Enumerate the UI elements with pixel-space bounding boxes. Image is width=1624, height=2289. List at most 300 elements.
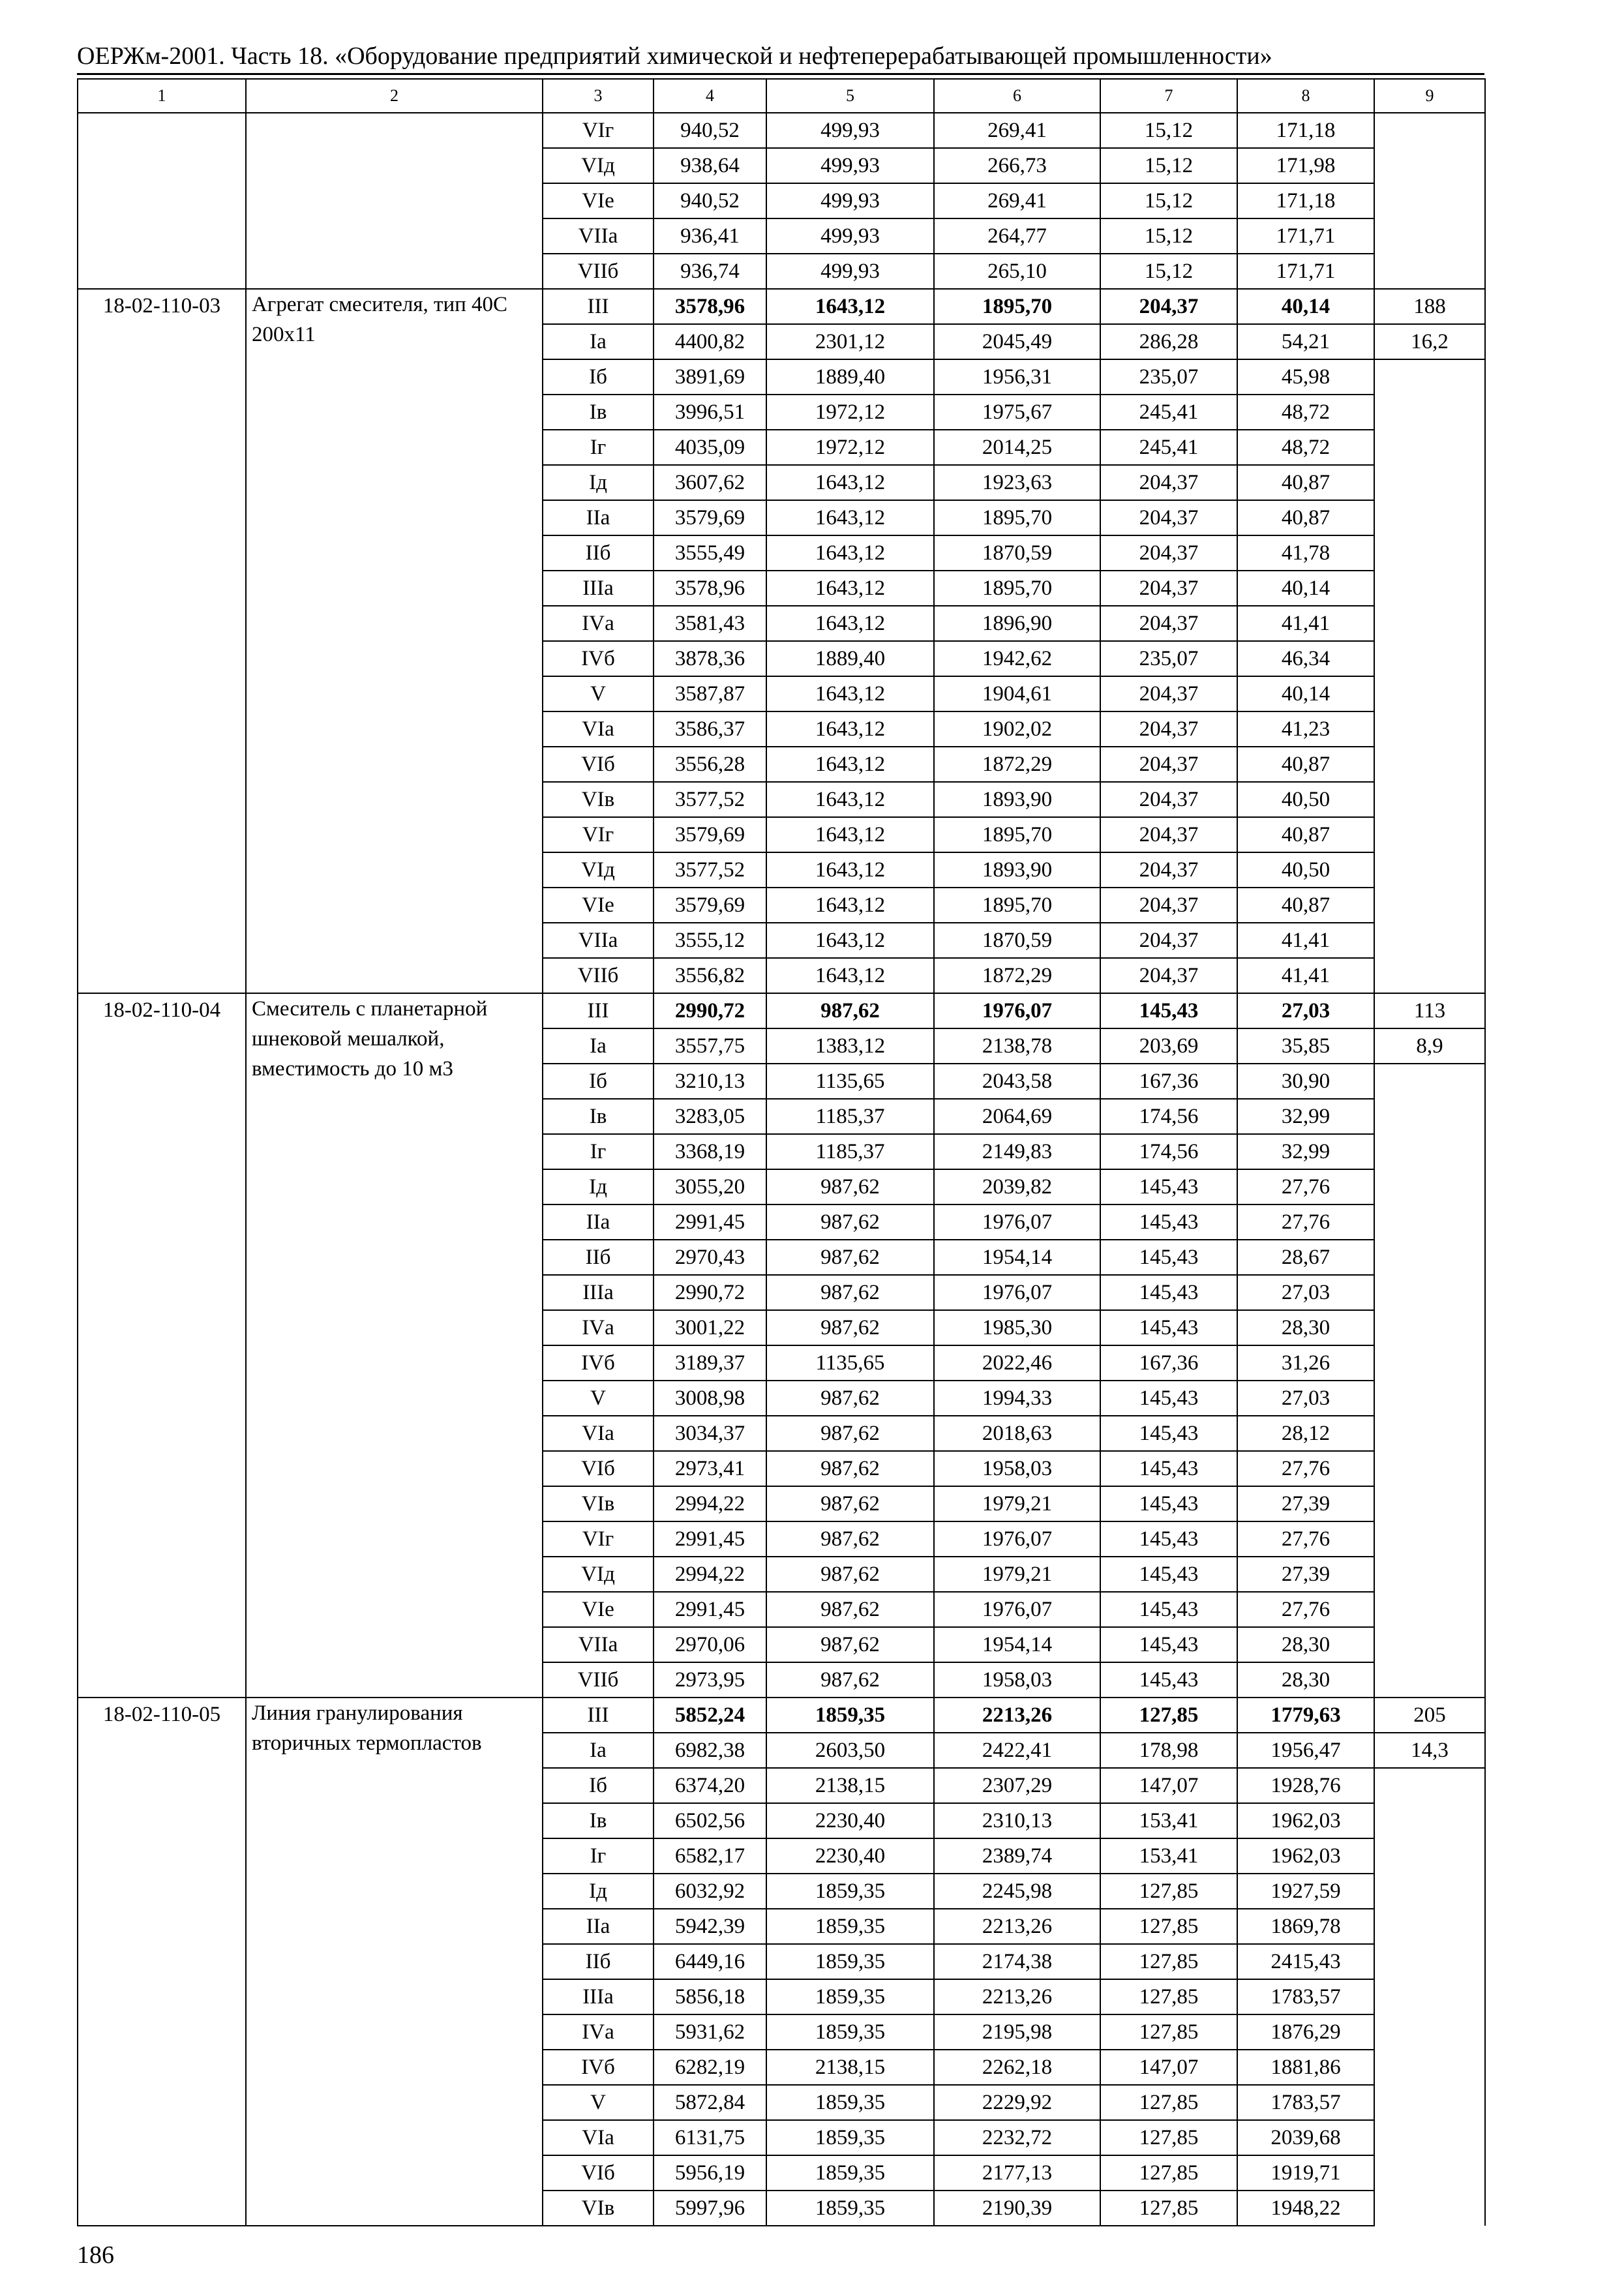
value-cell: 145,43 bbox=[1100, 1310, 1237, 1345]
value-cell: 2262,18 bbox=[934, 2050, 1100, 2085]
value-cell: 2213,26 bbox=[934, 1979, 1100, 2014]
column-number-2: 2 bbox=[246, 79, 543, 113]
value-cell: 1902,02 bbox=[934, 711, 1100, 747]
value-cell: 28,30 bbox=[1237, 1310, 1374, 1345]
value-cell: 145,43 bbox=[1100, 1521, 1237, 1557]
value-cell: 987,62 bbox=[766, 1451, 934, 1486]
value-cell: 1942,62 bbox=[934, 641, 1100, 676]
value-cell: 3189,37 bbox=[654, 1345, 766, 1381]
value-cell: 1779,63 bbox=[1237, 1698, 1374, 1733]
column-number-7: 7 bbox=[1100, 79, 1237, 113]
value-cell: 1958,03 bbox=[934, 1451, 1100, 1486]
value-cell: 41,78 bbox=[1237, 535, 1374, 571]
value-cell: 3878,36 bbox=[654, 641, 766, 676]
value-cell: 1972,12 bbox=[766, 395, 934, 430]
value-cell: 1893,90 bbox=[934, 782, 1100, 817]
value-cell: 2229,92 bbox=[934, 2085, 1100, 2120]
value-cell: 204,37 bbox=[1100, 958, 1237, 993]
value-cell: 1895,70 bbox=[934, 571, 1100, 606]
col9-cell-empty bbox=[1374, 113, 1485, 289]
value-cell: 30,90 bbox=[1237, 1064, 1374, 1099]
variant-cell: Iа bbox=[543, 1028, 654, 1064]
value-cell: 987,62 bbox=[766, 1627, 934, 1662]
value-cell: 40,87 bbox=[1237, 888, 1374, 923]
value-cell: 2389,74 bbox=[934, 1838, 1100, 1874]
value-cell: 3001,22 bbox=[654, 1310, 766, 1345]
value-cell: 1948,22 bbox=[1237, 2191, 1374, 2226]
value-cell: 3579,69 bbox=[654, 500, 766, 535]
value-cell: 6502,56 bbox=[654, 1803, 766, 1838]
value-cell: 127,85 bbox=[1100, 1874, 1237, 1909]
variant-cell: V bbox=[543, 676, 654, 711]
value-cell: 2230,40 bbox=[766, 1803, 934, 1838]
variant-cell: VIе bbox=[543, 183, 654, 218]
table-row bbox=[78, 289, 1485, 324]
value-cell: 2970,06 bbox=[654, 1627, 766, 1662]
value-cell: 127,85 bbox=[1100, 2155, 1237, 2191]
value-cell: 4400,82 bbox=[654, 324, 766, 359]
labor-cost-cell: 205 bbox=[1374, 1698, 1485, 1733]
value-cell: 32,99 bbox=[1237, 1134, 1374, 1169]
value-cell: 147,07 bbox=[1100, 1768, 1237, 1803]
value-cell: 40,50 bbox=[1237, 852, 1374, 888]
column-number-3: 3 bbox=[543, 79, 654, 113]
value-cell: 41,41 bbox=[1237, 606, 1374, 641]
value-cell: 1859,35 bbox=[766, 1909, 934, 1944]
value-cell: 203,69 bbox=[1100, 1028, 1237, 1064]
variant-cell: IIа bbox=[543, 1909, 654, 1944]
value-cell: 2422,41 bbox=[934, 1733, 1100, 1768]
value-cell: 2138,78 bbox=[934, 1028, 1100, 1064]
variant-cell: IIа bbox=[543, 500, 654, 535]
value-cell: 499,93 bbox=[766, 183, 934, 218]
column-number-5: 5 bbox=[766, 79, 934, 113]
value-cell: 987,62 bbox=[766, 1416, 934, 1451]
value-cell: 204,37 bbox=[1100, 817, 1237, 852]
value-cell: 1895,70 bbox=[934, 817, 1100, 852]
value-cell: 171,71 bbox=[1237, 218, 1374, 254]
value-cell: 1928,76 bbox=[1237, 1768, 1374, 1803]
variant-cell: IIIа bbox=[543, 1275, 654, 1310]
value-cell: 4035,09 bbox=[654, 430, 766, 465]
value-cell: 145,43 bbox=[1100, 1416, 1237, 1451]
value-cell: 987,62 bbox=[766, 1240, 934, 1275]
value-cell: 2990,72 bbox=[654, 1275, 766, 1310]
value-cell: 1872,29 bbox=[934, 958, 1100, 993]
value-cell: 940,52 bbox=[654, 113, 766, 148]
page-number: 186 bbox=[77, 2241, 114, 2269]
value-cell: 153,41 bbox=[1100, 1838, 1237, 1874]
name-cell-empty bbox=[246, 113, 543, 289]
value-cell: 46,34 bbox=[1237, 641, 1374, 676]
value-cell: 145,43 bbox=[1100, 1662, 1237, 1698]
value-cell: 3577,52 bbox=[654, 852, 766, 888]
value-cell: 54,21 bbox=[1237, 324, 1374, 359]
variant-cell: Iа bbox=[543, 1733, 654, 1768]
value-cell: 1954,14 bbox=[934, 1627, 1100, 1662]
value-cell: 5852,24 bbox=[654, 1698, 766, 1733]
value-cell: 204,37 bbox=[1100, 711, 1237, 747]
value-cell: 2138,15 bbox=[766, 2050, 934, 2085]
value-cell: 1889,40 bbox=[766, 641, 934, 676]
table-row bbox=[78, 1698, 1485, 1733]
variant-cell: VIв bbox=[543, 2191, 654, 2226]
variant-cell: VIе bbox=[543, 1592, 654, 1627]
column-number-8: 8 bbox=[1237, 79, 1374, 113]
value-cell: 938,64 bbox=[654, 148, 766, 183]
variant-cell: IVб bbox=[543, 2050, 654, 2085]
variant-cell: Iг bbox=[543, 430, 654, 465]
variant-cell: IVа bbox=[543, 2014, 654, 2050]
value-cell: 1976,07 bbox=[934, 1521, 1100, 1557]
variant-cell: VIIа bbox=[543, 1627, 654, 1662]
variant-cell: III bbox=[543, 993, 654, 1028]
variant-cell: Iв bbox=[543, 395, 654, 430]
value-cell: 2990,72 bbox=[654, 993, 766, 1028]
value-cell: 204,37 bbox=[1100, 676, 1237, 711]
value-cell: 2039,82 bbox=[934, 1169, 1100, 1204]
value-cell: 2177,13 bbox=[934, 2155, 1100, 2191]
rate-name-cell: Агрегат смесителя, тип 40С 200х11 bbox=[246, 289, 543, 993]
value-cell: 1643,12 bbox=[766, 535, 934, 571]
column-number-4: 4 bbox=[654, 79, 766, 113]
value-cell: 204,37 bbox=[1100, 923, 1237, 958]
value-cell: 2973,41 bbox=[654, 1451, 766, 1486]
rate-name-cell: Линия гранулирования вторичных термопластов bbox=[246, 1698, 543, 2226]
value-cell: 41,41 bbox=[1237, 958, 1374, 993]
table-row bbox=[78, 993, 1485, 1028]
value-cell: 1956,31 bbox=[934, 359, 1100, 395]
value-cell: 1643,12 bbox=[766, 852, 934, 888]
value-cell: 269,41 bbox=[934, 113, 1100, 148]
value-cell: 1643,12 bbox=[766, 711, 934, 747]
value-cell: 235,07 bbox=[1100, 641, 1237, 676]
value-cell: 28,12 bbox=[1237, 1416, 1374, 1451]
value-cell: 1870,59 bbox=[934, 535, 1100, 571]
value-cell: 3555,49 bbox=[654, 535, 766, 571]
value-cell: 235,07 bbox=[1100, 359, 1237, 395]
value-cell: 15,12 bbox=[1100, 254, 1237, 289]
column-number-row bbox=[78, 79, 1485, 113]
value-cell: 31,26 bbox=[1237, 1345, 1374, 1381]
value-cell: 174,56 bbox=[1100, 1099, 1237, 1134]
value-cell: 40,87 bbox=[1237, 817, 1374, 852]
value-cell: 1783,57 bbox=[1237, 2085, 1374, 2120]
variant-cell: IVа bbox=[543, 606, 654, 641]
value-cell: 3579,69 bbox=[654, 817, 766, 852]
value-cell: 27,03 bbox=[1237, 1275, 1374, 1310]
value-cell: 2310,13 bbox=[934, 1803, 1100, 1838]
variant-cell: Iб bbox=[543, 359, 654, 395]
value-cell: 41,41 bbox=[1237, 923, 1374, 958]
variant-cell: VIг bbox=[543, 1521, 654, 1557]
rate-code-cell: 18-02-110-03 bbox=[78, 289, 246, 993]
value-cell: 40,50 bbox=[1237, 782, 1374, 817]
value-cell: 1643,12 bbox=[766, 676, 934, 711]
value-cell: 2039,68 bbox=[1237, 2120, 1374, 2155]
value-cell: 2174,38 bbox=[934, 1944, 1100, 1979]
value-cell: 266,73 bbox=[934, 148, 1100, 183]
value-cell: 3055,20 bbox=[654, 1169, 766, 1204]
value-cell: 987,62 bbox=[766, 1169, 934, 1204]
value-cell: 3607,62 bbox=[654, 465, 766, 500]
value-cell: 1976,07 bbox=[934, 1275, 1100, 1310]
value-cell: 1881,86 bbox=[1237, 2050, 1374, 2085]
value-cell: 1870,59 bbox=[934, 923, 1100, 958]
value-cell: 15,12 bbox=[1100, 113, 1237, 148]
value-cell: 2991,45 bbox=[654, 1204, 766, 1240]
variant-cell: III bbox=[543, 289, 654, 324]
value-cell: 1643,12 bbox=[766, 500, 934, 535]
labor-cost-cell: 188 bbox=[1374, 289, 1485, 324]
value-cell: 3556,28 bbox=[654, 747, 766, 782]
variant-cell: VIIб bbox=[543, 958, 654, 993]
variant-cell: IVа bbox=[543, 1310, 654, 1345]
rates-table-container bbox=[77, 78, 1484, 2226]
value-cell: 27,76 bbox=[1237, 1521, 1374, 1557]
value-cell: 2245,98 bbox=[934, 1874, 1100, 1909]
value-cell: 3587,87 bbox=[654, 676, 766, 711]
variant-cell: VIб bbox=[543, 2155, 654, 2191]
value-cell: 1643,12 bbox=[766, 958, 934, 993]
value-cell: 265,10 bbox=[934, 254, 1100, 289]
value-cell: 32,99 bbox=[1237, 1099, 1374, 1134]
value-cell: 6982,38 bbox=[654, 1733, 766, 1768]
value-cell: 5856,18 bbox=[654, 1979, 766, 2014]
variant-cell: VIд bbox=[543, 852, 654, 888]
value-cell: 127,85 bbox=[1100, 1979, 1237, 2014]
value-cell: 2991,45 bbox=[654, 1521, 766, 1557]
variant-cell: VIа bbox=[543, 2120, 654, 2155]
variant-cell: Iг bbox=[543, 1134, 654, 1169]
variant-cell: VIв bbox=[543, 782, 654, 817]
value-cell: 6582,17 bbox=[654, 1838, 766, 1874]
value-cell: 3283,05 bbox=[654, 1099, 766, 1134]
value-cell: 1383,12 bbox=[766, 1028, 934, 1064]
value-cell: 28,67 bbox=[1237, 1240, 1374, 1275]
value-cell: 3579,69 bbox=[654, 888, 766, 923]
value-cell: 3891,69 bbox=[654, 359, 766, 395]
value-cell: 5997,96 bbox=[654, 2191, 766, 2226]
value-cell: 2415,43 bbox=[1237, 1944, 1374, 1979]
value-cell: 2195,98 bbox=[934, 2014, 1100, 2050]
value-cell: 2973,95 bbox=[654, 1662, 766, 1698]
variant-cell: IIб bbox=[543, 1944, 654, 1979]
variant-cell: VIIа bbox=[543, 218, 654, 254]
value-cell: 1895,70 bbox=[934, 289, 1100, 324]
value-cell: 987,62 bbox=[766, 1521, 934, 1557]
value-cell: 2014,25 bbox=[934, 430, 1100, 465]
value-cell: 171,18 bbox=[1237, 183, 1374, 218]
value-cell: 147,07 bbox=[1100, 2050, 1237, 2085]
value-cell: 1859,35 bbox=[766, 1874, 934, 1909]
variant-cell: VIIб bbox=[543, 254, 654, 289]
value-cell: 3555,12 bbox=[654, 923, 766, 958]
value-cell: 145,43 bbox=[1100, 1240, 1237, 1275]
value-cell: 145,43 bbox=[1100, 993, 1237, 1028]
value-cell: 2213,26 bbox=[934, 1698, 1100, 1733]
value-cell: 1643,12 bbox=[766, 289, 934, 324]
value-cell: 204,37 bbox=[1100, 465, 1237, 500]
value-cell: 2045,49 bbox=[934, 324, 1100, 359]
value-cell: 27,39 bbox=[1237, 1557, 1374, 1592]
value-cell: 1859,35 bbox=[766, 2014, 934, 2050]
variant-cell: Iг bbox=[543, 1838, 654, 1874]
value-cell: 1895,70 bbox=[934, 888, 1100, 923]
value-cell: 3557,75 bbox=[654, 1028, 766, 1064]
value-cell: 987,62 bbox=[766, 1557, 934, 1592]
value-cell: 2603,50 bbox=[766, 1733, 934, 1768]
variant-cell: IIа bbox=[543, 1204, 654, 1240]
value-cell: 1954,14 bbox=[934, 1240, 1100, 1275]
rates-table-body bbox=[78, 79, 1485, 2226]
rate-code-cell: 18-02-110-04 bbox=[78, 993, 246, 1698]
value-cell: 127,85 bbox=[1100, 2085, 1237, 2120]
value-cell: 1783,57 bbox=[1237, 1979, 1374, 2014]
variant-cell: VIг bbox=[543, 817, 654, 852]
variant-cell: Iд bbox=[543, 465, 654, 500]
value-cell: 28,30 bbox=[1237, 1662, 1374, 1698]
value-cell: 1979,21 bbox=[934, 1557, 1100, 1592]
value-cell: 127,85 bbox=[1100, 2191, 1237, 2226]
rates-table bbox=[77, 78, 1486, 2226]
value-cell: 1643,12 bbox=[766, 747, 934, 782]
value-cell: 1956,47 bbox=[1237, 1733, 1374, 1768]
value-cell: 2018,63 bbox=[934, 1416, 1100, 1451]
code-cell-empty bbox=[78, 113, 246, 289]
machinist-labor-cell: 14,3 bbox=[1374, 1733, 1485, 1768]
value-cell: 204,37 bbox=[1100, 852, 1237, 888]
value-cell: 171,18 bbox=[1237, 113, 1374, 148]
value-cell: 145,43 bbox=[1100, 1592, 1237, 1627]
value-cell: 1895,70 bbox=[934, 500, 1100, 535]
value-cell: 171,98 bbox=[1237, 148, 1374, 183]
value-cell: 204,37 bbox=[1100, 289, 1237, 324]
value-cell: 987,62 bbox=[766, 1592, 934, 1627]
value-cell: 1872,29 bbox=[934, 747, 1100, 782]
col9-cell-empty bbox=[1374, 1768, 1485, 2226]
value-cell: 1976,07 bbox=[934, 1592, 1100, 1627]
column-number-9: 9 bbox=[1374, 79, 1485, 113]
rate-name-cell: Смеситель с планетарной шнековой мешалкой, вместимость до 10 м3 bbox=[246, 993, 543, 1698]
variant-cell: IIIа bbox=[543, 571, 654, 606]
variant-cell: IVб bbox=[543, 1345, 654, 1381]
value-cell: 2149,83 bbox=[934, 1134, 1100, 1169]
value-cell: 987,62 bbox=[766, 1486, 934, 1521]
value-cell: 5872,84 bbox=[654, 2085, 766, 2120]
value-cell: 2230,40 bbox=[766, 1838, 934, 1874]
machinist-labor-cell: 8,9 bbox=[1374, 1028, 1485, 1064]
value-cell: 5942,39 bbox=[654, 1909, 766, 1944]
value-cell: 204,37 bbox=[1100, 500, 1237, 535]
value-cell: 2022,46 bbox=[934, 1345, 1100, 1381]
variant-cell: VIа bbox=[543, 1416, 654, 1451]
value-cell: 6449,16 bbox=[654, 1944, 766, 1979]
value-cell: 3008,98 bbox=[654, 1381, 766, 1416]
value-cell: 145,43 bbox=[1100, 1169, 1237, 1204]
variant-cell: Iв bbox=[543, 1099, 654, 1134]
variant-cell: VIд bbox=[543, 1557, 654, 1592]
value-cell: 1859,35 bbox=[766, 2085, 934, 2120]
value-cell: 1859,35 bbox=[766, 1698, 934, 1733]
value-cell: 1976,07 bbox=[934, 1204, 1100, 1240]
variant-cell: Iб bbox=[543, 1768, 654, 1803]
variant-cell: VIIб bbox=[543, 1662, 654, 1698]
value-cell: 127,85 bbox=[1100, 2014, 1237, 2050]
labor-cost-cell: 113 bbox=[1374, 993, 1485, 1028]
value-cell: 153,41 bbox=[1100, 1803, 1237, 1838]
value-cell: 40,14 bbox=[1237, 571, 1374, 606]
value-cell: 1958,03 bbox=[934, 1662, 1100, 1698]
value-cell: 15,12 bbox=[1100, 148, 1237, 183]
value-cell: 1643,12 bbox=[766, 465, 934, 500]
variant-cell: Iб bbox=[543, 1064, 654, 1099]
value-cell: 3578,96 bbox=[654, 289, 766, 324]
value-cell: 1919,71 bbox=[1237, 2155, 1374, 2191]
header-divider bbox=[77, 73, 1484, 75]
value-cell: 987,62 bbox=[766, 1381, 934, 1416]
value-cell: 3586,37 bbox=[654, 711, 766, 747]
value-cell: 2301,12 bbox=[766, 324, 934, 359]
value-cell: 5956,19 bbox=[654, 2155, 766, 2191]
value-cell: 264,77 bbox=[934, 218, 1100, 254]
value-cell: 27,03 bbox=[1237, 1381, 1374, 1416]
variant-cell: VIб bbox=[543, 747, 654, 782]
value-cell: 1869,78 bbox=[1237, 1909, 1374, 1944]
value-cell: 987,62 bbox=[766, 1662, 934, 1698]
value-cell: 1975,67 bbox=[934, 395, 1100, 430]
value-cell: 2307,29 bbox=[934, 1768, 1100, 1803]
value-cell: 40,14 bbox=[1237, 289, 1374, 324]
value-cell: 178,98 bbox=[1100, 1733, 1237, 1768]
page-title: ОЕРЖм-2001. Часть 18. «Оборудование предприятий химической и нефтеперерабатывающей промышленности» bbox=[77, 42, 1272, 70]
value-cell: 145,43 bbox=[1100, 1381, 1237, 1416]
value-cell: 6374,20 bbox=[654, 1768, 766, 1803]
variant-cell: V bbox=[543, 1381, 654, 1416]
value-cell: 987,62 bbox=[766, 1204, 934, 1240]
value-cell: 145,43 bbox=[1100, 1451, 1237, 1486]
value-cell: 1859,35 bbox=[766, 2120, 934, 2155]
value-cell: 2190,39 bbox=[934, 2191, 1100, 2226]
value-cell: 2064,69 bbox=[934, 1099, 1100, 1134]
value-cell: 1896,90 bbox=[934, 606, 1100, 641]
value-cell: 174,56 bbox=[1100, 1134, 1237, 1169]
variant-cell: III bbox=[543, 1698, 654, 1733]
value-cell: 1643,12 bbox=[766, 571, 934, 606]
value-cell: 3034,37 bbox=[654, 1416, 766, 1451]
value-cell: 145,43 bbox=[1100, 1627, 1237, 1662]
value-cell: 1185,37 bbox=[766, 1099, 934, 1134]
value-cell: 3210,13 bbox=[654, 1064, 766, 1099]
value-cell: 27,76 bbox=[1237, 1451, 1374, 1486]
value-cell: 145,43 bbox=[1100, 1557, 1237, 1592]
value-cell: 1185,37 bbox=[766, 1134, 934, 1169]
value-cell: 1643,12 bbox=[766, 888, 934, 923]
variant-cell: Iв bbox=[543, 1803, 654, 1838]
value-cell: 27,76 bbox=[1237, 1169, 1374, 1204]
value-cell: 1893,90 bbox=[934, 852, 1100, 888]
value-cell: 940,52 bbox=[654, 183, 766, 218]
variant-cell: VIг bbox=[543, 113, 654, 148]
value-cell: 245,41 bbox=[1100, 395, 1237, 430]
value-cell: 6282,19 bbox=[654, 2050, 766, 2085]
value-cell: 28,30 bbox=[1237, 1627, 1374, 1662]
value-cell: 2213,26 bbox=[934, 1909, 1100, 1944]
value-cell: 27,39 bbox=[1237, 1486, 1374, 1521]
value-cell: 987,62 bbox=[766, 1310, 934, 1345]
value-cell: 204,37 bbox=[1100, 747, 1237, 782]
variant-cell: IIб bbox=[543, 1240, 654, 1275]
